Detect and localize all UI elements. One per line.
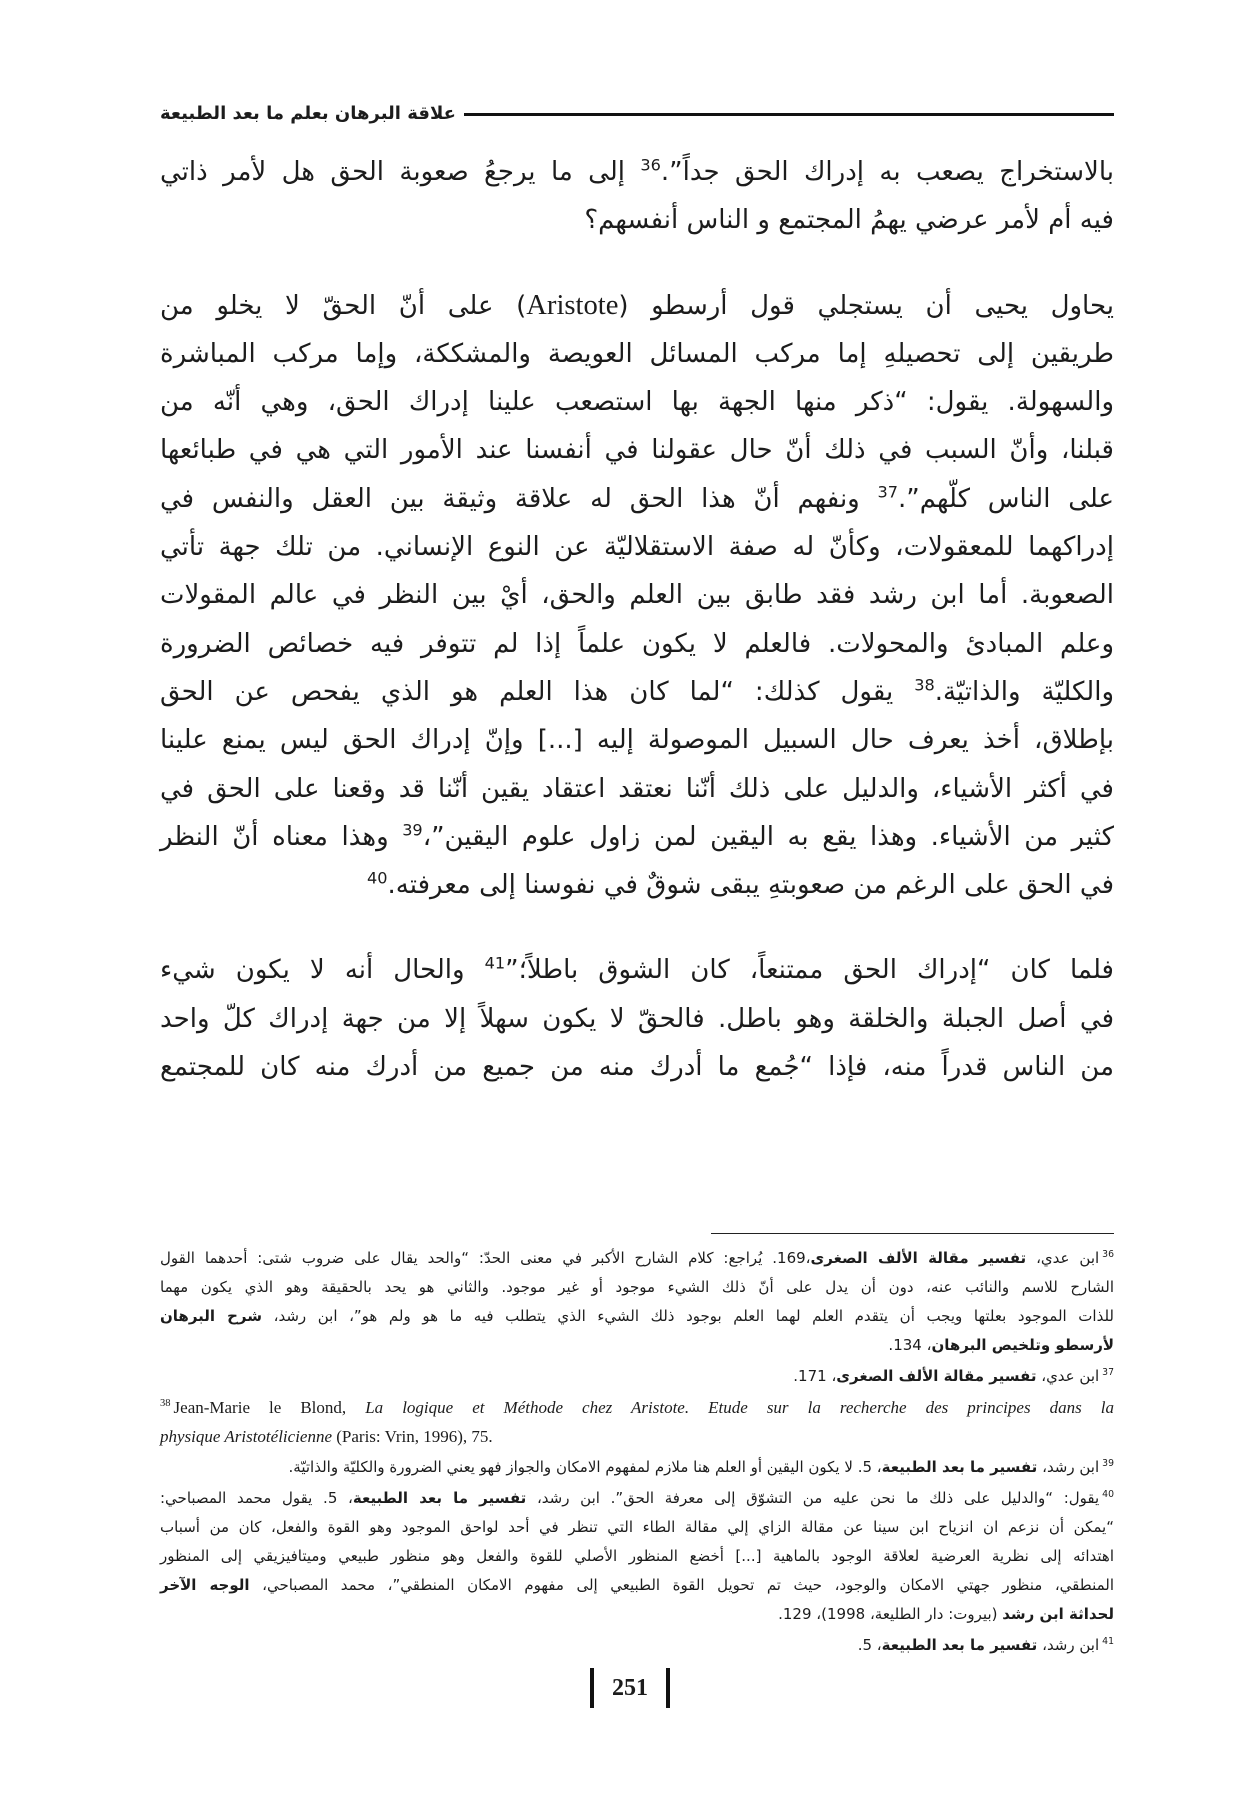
footnote-line — [160, 1600, 1114, 1629]
footnote — [160, 1453, 1114, 1482]
footnote-line — [160, 1484, 1114, 1513]
text-line — [160, 765, 1114, 813]
text-run: يحاول يحيى أن يستجلي قول أرسطو ( — [618, 290, 1115, 321]
bold-title: الوجه الآخر — [160, 1576, 250, 1594]
text-run: في الحق على الرغم من صعوبتهِ يبقى شوقٌ في نفوسنا إلى معرفته. — [387, 870, 1114, 901]
text-run: (بيروت: دار الطليعة، 1998)، 129. — [778, 1605, 1003, 1623]
body-paragraph — [160, 148, 1114, 245]
text-line — [160, 946, 1114, 994]
text-run: ،169. يُراجع: كلام الشارح الأكبر في معنى الحدّ: “والحد يقال على ضروب شتى: أحدهما القول — [160, 1249, 811, 1267]
page-number: 251 — [612, 1674, 648, 1701]
footnote-number: 41 — [1102, 1636, 1114, 1647]
footnote-line — [160, 1393, 1114, 1422]
footnote-number: 37 — [1102, 1367, 1114, 1378]
footnotes — [160, 1244, 1114, 1660]
text-run: يقول كذلك: “لما كان هذا العلم هو الذي يفحص عن الحق — [160, 676, 915, 707]
header-rule — [464, 113, 1114, 116]
text-run: “يمكن أن نزعم ان انزياح ابن سينا عن مقالة الزاي إلي مقالة الطاء التي تنظر في أحد لواحق الموجود وهو القوة والفعل، كان من أسباب — [160, 1518, 1114, 1536]
text-line — [160, 571, 1114, 619]
text-run: المنطقي، منظور جهتي الامكان والوجود، حيث تم تحويل القوة الطبيعي إلى مفهوم الامكان المنطقي”، محمد المصباحي، — [249, 1576, 1114, 1594]
text-run: اهتدائه إلى نظرية العرضية لعلاقة الوجود بالماهية [...] أخضع المنظور الأصلي للقوة والفعل وهو منظور طبيعي وميتافيزيقي إلى المنظور — [160, 1547, 1114, 1565]
text-run: ، 5. لا يكون اليقين أو العلم هنا ملازم لمفهوم الامكان والجواز فهو يعني الضرورة والكليّة والذاتيّة. — [288, 1458, 882, 1476]
footnote-number: 36 — [1102, 1249, 1115, 1260]
text-run: ابن رشد، — [1037, 1458, 1100, 1476]
bold-title: شرح البرهان — [160, 1307, 263, 1325]
folio-bar-left — [590, 1668, 594, 1708]
text-run: على الناس كلّهم”. — [898, 483, 1114, 514]
page-number-block — [0, 1666, 1260, 1710]
footnote-reference: 41 — [484, 953, 506, 973]
text-run: طريقين إلى تحصيلهِ إما مركب المسائل العويصة والمشككة، وإما مركب المباشرة — [160, 338, 1114, 369]
body-paragraph — [160, 946, 1114, 1091]
footnote-line — [160, 1513, 1114, 1542]
footnote-number: 38 — [160, 1398, 171, 1410]
text-run: ) على أنّ الحقّ لا يخلو من — [160, 290, 527, 321]
text-run: يقول: “والدليل على ذلك ما نحن عليه من التشوّق إلى معرفة الحق”. ابن رشد، — [526, 1489, 1100, 1507]
text-run: الصعوبة. أما ابن رشد فقد طابق بين العلم والحق، أيْ بين النظر في عالم المقولات — [160, 580, 1114, 611]
bold-title: لأرسطو وتلخيص البرهان — [931, 1336, 1114, 1354]
footnote — [160, 1393, 1114, 1451]
text-run: إدراكهما للمعقولات، وكأنّ له صفة الاستقلاليّة عن النوع الإنساني. من تلك جهة تأتي — [160, 532, 1114, 563]
footnote-reference: 38 — [914, 675, 935, 695]
footnote-line — [160, 1273, 1114, 1302]
text-run: من الناس قدراً منه، فإذا “جُمع ما أدرك منه من جميع من أدرك منه كان للمجتمع — [160, 1052, 1114, 1083]
text-run: ، 5. — [857, 1636, 882, 1654]
text-run: كثير من الأشياء. وهذا يقع به اليقين لمن زاول علوم اليقين”، — [422, 821, 1114, 852]
body-paragraph — [160, 282, 1114, 910]
text-run: للذات الموجود بعلتها ويجب أن يتقدم العلم لهما العلم بوجود ذلك الشيء الذي يتطلب فيه ما هو ولم هو”، ابن رشد، — [262, 1307, 1115, 1325]
footnote-line — [160, 1331, 1114, 1360]
footnote — [160, 1484, 1114, 1629]
bold-title: تفسير ما بعد الطبيعة — [881, 1458, 1038, 1476]
text-run: والكليّة والذاتيّة. — [934, 676, 1115, 707]
text-run: والحال أنه لا يكون شيء — [160, 955, 485, 986]
running-header — [160, 96, 1114, 130]
footnote-number: 39 — [1102, 1458, 1114, 1469]
footnote-line — [160, 1362, 1114, 1391]
text-line — [160, 282, 1114, 330]
footnote-line — [160, 1453, 1114, 1482]
bold-title: تفسير مقالة الألف الصغرى — [836, 1367, 1037, 1385]
footnote-line — [160, 1244, 1114, 1273]
text-run: Jean-Marie le Blond, — [173, 1398, 366, 1417]
text-line — [160, 475, 1114, 523]
bold-title: تفسير ما بعد الطبيعة — [881, 1636, 1038, 1654]
text-run: في أصل الجبلة والخلقة وهو باطل. فالحقّ لا يكون سهلاً إلا من جهة إدراك كلّ واحد — [160, 1003, 1114, 1034]
running-title: علاقة البرهان بعلم ما بعد الطبيعة — [160, 102, 456, 124]
bold-title: لحداثة ابن رشد — [1002, 1605, 1114, 1623]
text-line — [160, 196, 1114, 244]
footnote-reference: 40 — [367, 868, 388, 888]
footnote-line — [160, 1542, 1114, 1571]
footnote-line — [160, 1422, 1114, 1451]
text-run: وعلم المبادئ والمحولات. فالعلم لا يكون علماً إذا لم تتوفر فيه خصائص الضرورة — [160, 628, 1114, 659]
text-run: ابن عدي، — [1036, 1367, 1100, 1385]
text-line — [160, 620, 1114, 668]
text-run: ، 134. — [888, 1336, 932, 1354]
footnote-reference: 39 — [402, 820, 423, 840]
text-run: ابن رشد، — [1037, 1636, 1100, 1654]
text-line — [160, 378, 1114, 426]
text-run: بالاستخراج يصعب به إدراك الحق جداً”. — [660, 157, 1114, 187]
text-run: (Paris: Vrin, 1996), 75. — [332, 1427, 493, 1446]
text-line — [160, 1043, 1114, 1091]
text-run: بإطلاق، أخذ يعرف حال السبيل الموصولة إليه [...] وإنّ إدراك الحق ليس يمنع علينا — [160, 725, 1114, 756]
footnote-number: 40 — [1102, 1489, 1114, 1500]
footnote-line — [160, 1571, 1114, 1600]
text-run: إلى ما يرجعُ صعوبة الحق هل لأمر ذاتي — [160, 157, 641, 187]
text-run: ، 171. — [793, 1367, 837, 1385]
main-text — [160, 148, 1114, 1091]
text-run: ابن عدي، — [1026, 1249, 1100, 1267]
text-run: وهذا معناه أنّ النظر — [160, 821, 403, 852]
text-run: فيه أم لأمر عرضي يهمُ المجتمع و الناس أنفسهم؟ — [584, 205, 1114, 236]
text-run: في أكثر الأشياء، والدليل على ذلك أنّنا نعتقد اعتقاد يقين أنّنا قد وقعنا على الحق في — [160, 773, 1114, 804]
text-run: الشارح للاسم والنائب عنه، دون أن يدل على أنّ ذلك الشيء موجود أو غير موجود. والثاني هو يحد بالحقيقة وهو الذي يكون مهما — [160, 1278, 1114, 1296]
text-line — [160, 861, 1114, 909]
italic-title: physique Aristotélicienne — [160, 1427, 333, 1446]
footnote — [160, 1631, 1114, 1660]
latin-term: Aristote — [526, 289, 619, 321]
footnote-line — [160, 1631, 1114, 1660]
footnote-separator — [711, 1233, 1114, 1234]
text-run: قبلنا، وأنّ السبب في ذلك أنّ حال عقولنا في أنفسنا عند الأمور التي هي في طبائعها — [160, 435, 1114, 466]
text-line — [160, 330, 1114, 378]
bold-title: تفسير مقالة الألف الصغرى — [810, 1249, 1027, 1267]
footnote-line — [160, 1302, 1114, 1331]
text-line — [160, 813, 1114, 861]
footnote — [160, 1362, 1114, 1391]
text-line — [160, 716, 1114, 764]
text-run: ، 5. يقول محمد المصباحي: — [160, 1489, 353, 1507]
footnote-reference: 36 — [640, 155, 661, 175]
text-line — [160, 995, 1114, 1043]
text-line — [160, 523, 1114, 571]
text-line — [160, 668, 1114, 716]
footnote — [160, 1244, 1114, 1360]
text-line — [160, 426, 1114, 474]
footnote-reference: 37 — [877, 482, 899, 502]
bold-title: تفسير ما بعد الطبيعة — [352, 1489, 527, 1507]
italic-title: La logique et Méthode chez Aristote. Etude sur la recherche des principes dans la — [365, 1398, 1114, 1417]
text-run: ونفهم أنّ هذا الحق له علاقة وثيقة بين العقل والنفس في — [160, 483, 878, 514]
text-line — [160, 148, 1114, 196]
text-run: والسهولة. يقول: “ذكر منها الجهة بها استصعب علينا إدراك الحق، وهي أنّه من — [160, 387, 1114, 418]
folio-bar-right — [666, 1668, 670, 1708]
text-run: فلما كان “إدراك الحق ممتنعاً، كان الشوق باطلاً؛” — [505, 955, 1114, 986]
